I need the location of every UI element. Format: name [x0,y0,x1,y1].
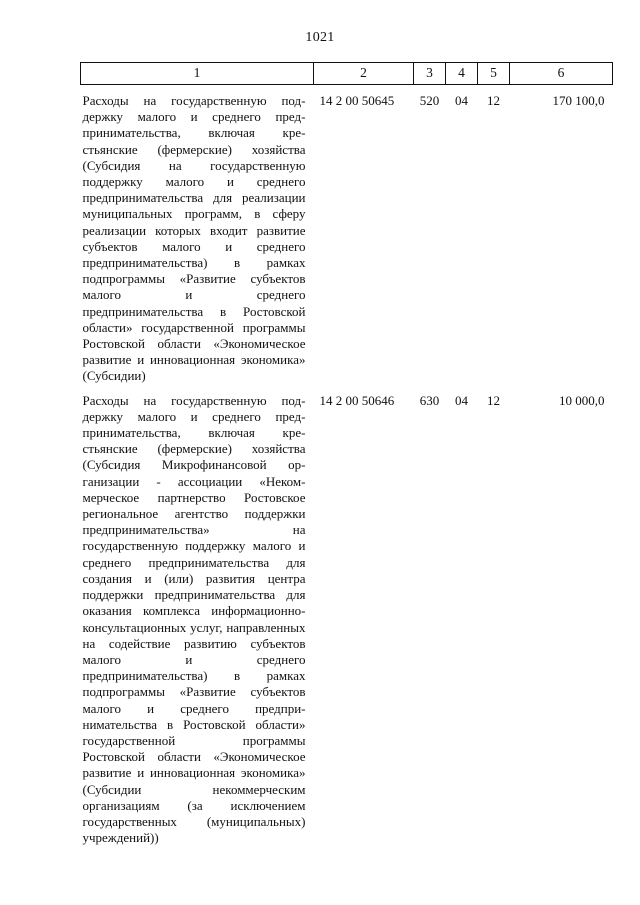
row-description: Расходы на государственную поддержку малого и среднего предпринимательства, включая крестьянские (фермерские) хозяйства (Субсидия Микрофинансовой организации - ассоциации «Некоммерческое партнерство Ростовское региональное агентство поддержки предпринимательства» на государственную поддержку малого и среднего предпринимательства для создания и (или) развития центра поддержки предпринимательства для оказания комплекса информационно-консультационных услуг, направленных на содействие развитию субъектов малого и среднего предпринимательства) в рамках подпрограммы «Развитие субъектов малого и среднего предпринимательства в Ростовской области» государственной программы Ростовской области «Экономическое развитие и инновационная экономика» (Субсидии некоммерческим организациям (за исключением государственных (муниципальных) учреждений)) [82,392,306,846]
row-target-code: 14 2 00 50646 [319,392,395,408]
row-subsection: 12 [487,93,500,108]
header-col-3: 3 [414,63,446,85]
row-expense-type: 630 [419,392,440,408]
row-amount: 10 000,0 [559,392,605,408]
row-subsection: 12 [487,392,500,408]
header-col-6: 6 [510,63,613,85]
row-section: 04 [455,392,468,408]
row-expense-type: 520 [419,93,440,108]
budget-table [80,62,613,846]
header-col-2: 2 [314,63,414,85]
page-number: 1021 [305,30,335,45]
header-col-5: 5 [478,63,510,85]
header-col-4: 4 [446,63,478,85]
header-col-1: 1 [81,63,314,85]
row-amount: 170 100,0 [552,93,605,108]
table-row [81,85,613,385]
table-header-row [81,63,613,85]
row-section: 04 [455,93,468,108]
table-row [81,385,613,847]
row-target-code: 14 2 00 50645 [319,93,395,108]
row-description: Расходы на государственную поддержку малого и среднего предпринимательства, включая крестьянские (фермерские) хозяйства (Субсидия на государственную поддержку малого и среднего предпринимательства для реализации муниципальных программ, в сферу реализации которых входит развитие субъектов малого и среднего предпринимательства) в рамках подпрограммы «Развитие субъектов малого и среднего предпринимательства в Ростовской области» государственной программы Ростовской области «Экономическое развитие и инновационная экономика» (Субсидии) [82,93,306,384]
